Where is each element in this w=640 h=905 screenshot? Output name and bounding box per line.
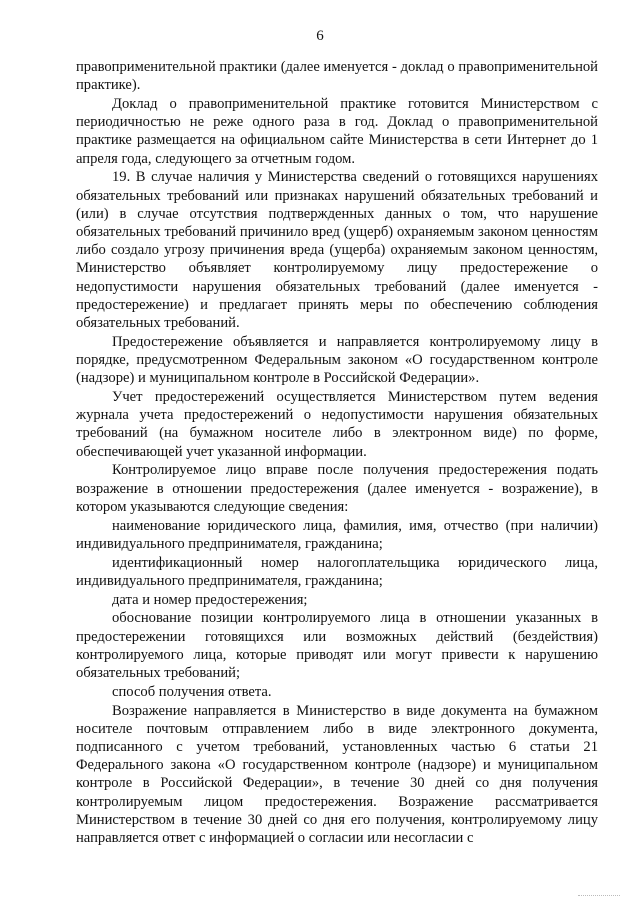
- list-item: идентификационный номер налогоплательщика юридического лица, индивидуального предпринимателя, гражданина;: [76, 554, 598, 589]
- paragraph: Предостережение объявляется и направляется контролируемому лицу в порядке, предусмотренном Федеральным законом «О государственном контроле (надзоре) и муниципальном контроле в Российской Федерации».: [76, 333, 598, 387]
- page-number: 6: [316, 28, 324, 44]
- list-item: наименование юридического лица, фамилия, имя, отчество (при наличии) индивидуального предпринимателя, гражданина;: [76, 517, 598, 552]
- paragraph: правоприменительной практики (далее именуется - доклад о правоприменительной практике).: [76, 59, 598, 94]
- list-item: дата и номер предостережения;: [112, 591, 308, 608]
- scan-artifact: [578, 895, 620, 899]
- list-item: способ получения ответа.: [112, 683, 272, 700]
- paragraph: Учет предостережений осуществляется Министерством путем ведения журнала учета предостережений о недопустимости нарушения обязательных требований (на бумажном носителе либо в электронном виде) по форме, обеспечивающей учет указанной информации.: [76, 389, 598, 460]
- document-body: [76, 58, 598, 848]
- paragraph: Доклад о правоприменительной практике готовится Министерством с периодичностью не реже одного раза в год. Доклад о правоприменительной практике размещается на официальном сайте Министерства в сети Интернет до 1 апреля года, следующего за отчетным годом.: [76, 96, 598, 167]
- paragraph: Контролируемое лицо вправе после получения предостережения подать возражение в отношении предостережения (далее именуется - возражение), в котором указываются следующие сведения:: [76, 462, 598, 515]
- paragraph: Возражение направляется в Министерство в виде документа на бумажном носителе почтовым отправлением либо в виде электронного документа, подписанного с учетом требований, установленных частью 6 статьи 21 Федерального закона «О государственном контроле (надзоре) и муниципальном контроле в Российской Федерации», в течение 30 дней со дня получения контролируемым лицом предостережения. Возражение рассматривается Министерством в течение 30 дней со дня его получения, контролируемому лицу направляется ответ с информацией о согласии или несогласии с: [76, 702, 598, 847]
- list-item: обоснование позиции контролируемого лица в отношении указанных в предостережении готовящихся или возможных действий (бездействия) контролируемого лица, которые приводят или могут привести к нарушению обязательных требований;: [76, 610, 598, 682]
- paragraph: 19. В случае наличия у Министерства сведений о готовящихся нарушениях обязательных требований или признаках нарушений обязательных требований и (или) в случае отсутствия подтвержденных данных о том, что нарушение обязательных требований причинило вред (ущерб) охраняемым законом ценностям либо создало угрозу причинения вреда (ущерба) охраняемым законом ценностям, Министерство объявляет контролируемому лицу предостережение о недопустимости нарушения обязательных требований (далее именуется - предостережение) и предлагает принять меры по обеспечению соблюдения обязательных требований.: [76, 169, 598, 332]
